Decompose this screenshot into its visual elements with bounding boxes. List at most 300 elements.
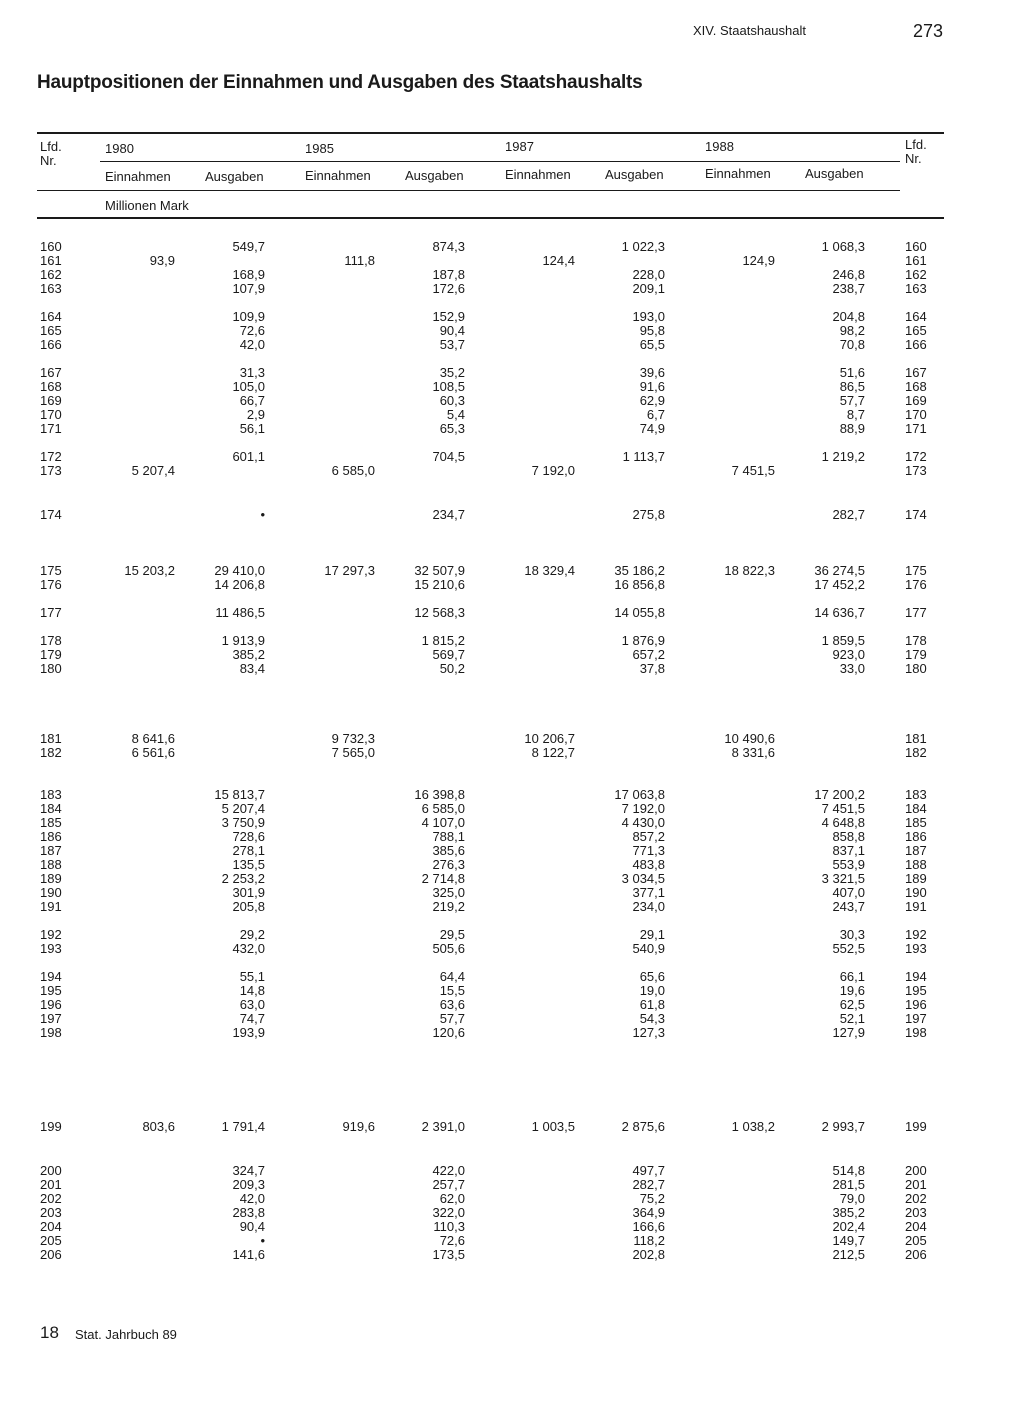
ausgaben-cell: 728,6: [232, 829, 265, 844]
ausgaben-cell: 152,9: [432, 309, 465, 324]
table-row: [0, 366, 1024, 380]
einnahmen-cell: 124,9: [742, 253, 775, 268]
row-number-right: 174: [905, 507, 927, 522]
ausgaben-cell: 377,1: [632, 885, 665, 900]
row-number-right: 185: [905, 815, 927, 830]
row-number: 203: [40, 1205, 62, 1220]
ausgaben-cell: 246,8: [832, 267, 865, 282]
year-1987: 1987: [505, 139, 534, 154]
einnahmen-cell: 18 329,4: [524, 563, 575, 578]
row-number: 195: [40, 983, 62, 998]
table-row: [0, 872, 1024, 886]
table-row: [0, 380, 1024, 394]
ausgaben-cell: 193,0: [632, 309, 665, 324]
ausgaben-cell: 141,6: [232, 1247, 265, 1262]
ausgaben-cell: 257,7: [432, 1177, 465, 1192]
row-number-right: 204: [905, 1219, 927, 1234]
einnahmen-cell: 1 038,2: [731, 1119, 775, 1134]
ausgaben-cell: 325,0: [432, 885, 465, 900]
row-number-right: 188: [905, 857, 927, 872]
ausgaben-cell: 65,3: [439, 421, 465, 436]
row-number-right: 166: [905, 337, 927, 352]
sub-einnahmen-1985: Einnahmen: [305, 168, 371, 183]
table-row: [0, 1234, 1024, 1248]
ausgaben-cell: 118,2: [633, 1233, 665, 1248]
row-number-right: 164: [905, 309, 927, 324]
ausgaben-cell: 202,4: [832, 1219, 865, 1234]
row-number: 160: [40, 239, 62, 254]
ausgaben-cell: 74,7: [239, 1011, 265, 1026]
row-number: 176: [40, 577, 62, 592]
ausgaben-cell: 53,7: [439, 337, 465, 352]
ausgaben-cell: 90,4: [439, 323, 465, 338]
ausgaben-cell: 90,4: [239, 1219, 265, 1234]
ausgaben-cell: 11 486,5: [215, 605, 265, 620]
ausgaben-cell: 1 022,3: [621, 239, 665, 254]
header-nr-right: Nr.: [905, 151, 922, 166]
ausgaben-cell: 432,0: [232, 941, 265, 956]
ausgaben-cell: 14 636,7: [814, 605, 865, 620]
ausgaben-cell: 497,7: [632, 1163, 665, 1178]
ausgaben-cell: 70,8: [839, 337, 865, 352]
sub-ausgaben-1980: Ausgaben: [205, 169, 264, 184]
ausgaben-cell: 14 206,8: [214, 577, 265, 592]
einnahmen-cell: 9 732,3: [331, 731, 375, 746]
ausgaben-cell: 2 253,2: [221, 871, 265, 886]
ausgaben-cell: 37,8: [639, 661, 665, 676]
ausgaben-cell: 39,6: [639, 365, 665, 380]
ausgaben-cell: 205,8: [232, 899, 265, 914]
einnahmen-cell: 18 822,3: [724, 563, 775, 578]
table-row: [0, 324, 1024, 338]
ausgaben-cell: 2 993,7: [821, 1119, 865, 1134]
row-number-right: 162: [905, 267, 927, 282]
sub-einnahmen-1987: Einnahmen: [505, 167, 571, 182]
einnahmen-cell: 93,9: [149, 253, 175, 268]
row-number: 181: [40, 731, 62, 746]
table-row: [0, 606, 1024, 620]
ausgaben-cell: 61,8: [639, 997, 665, 1012]
ausgaben-cell: 65,6: [639, 969, 665, 984]
year-1988: 1988: [705, 139, 734, 154]
table-row: [0, 1192, 1024, 1206]
row-number-right: 163: [905, 281, 927, 296]
einnahmen-cell: 7 451,5: [731, 463, 775, 478]
row-number: 173: [40, 463, 62, 478]
ausgaben-cell: 209,3: [232, 1177, 265, 1192]
einnahmen-cell: 803,6: [142, 1119, 175, 1134]
table-row: [0, 984, 1024, 998]
ausgaben-cell: •: [260, 1233, 265, 1248]
row-number-right: 168: [905, 379, 927, 394]
ausgaben-cell: 552,5: [832, 941, 865, 956]
ausgaben-cell: 109,9: [232, 309, 265, 324]
ausgaben-cell: 36 274,5: [814, 563, 865, 578]
row-number: 204: [40, 1219, 62, 1234]
sub-einnahmen-1980: Einnahmen: [105, 169, 171, 184]
table-row: [0, 338, 1024, 352]
table-row: [0, 662, 1024, 676]
ausgaben-cell: 72,6: [239, 323, 265, 338]
table-row: [0, 508, 1024, 522]
ausgaben-cell: 91,6: [639, 379, 665, 394]
row-number: 182: [40, 745, 62, 760]
ausgaben-cell: 19,0: [639, 983, 665, 998]
ausgaben-cell: 33,0: [839, 661, 865, 676]
ausgaben-cell: 14 055,8: [614, 605, 665, 620]
row-number-right: 203: [905, 1205, 927, 1220]
ausgaben-cell: 88,9: [839, 421, 865, 436]
table-row: [0, 464, 1024, 478]
einnahmen-cell: 7 565,0: [331, 745, 375, 760]
sub-ausgaben-1987: Ausgaben: [605, 167, 664, 182]
row-number: 179: [40, 647, 62, 662]
ausgaben-cell: 16 856,8: [614, 577, 665, 592]
row-number: 206: [40, 1247, 62, 1262]
ausgaben-cell: 7 192,0: [621, 801, 665, 816]
ausgaben-cell: 1 876,9: [621, 633, 665, 648]
row-number-right: 177: [905, 605, 927, 620]
ausgaben-cell: 278,1: [232, 843, 265, 858]
row-number: 163: [40, 281, 62, 296]
row-number-right: 161: [905, 253, 927, 268]
ausgaben-cell: 6,7: [646, 407, 665, 422]
row-number-right: 183: [905, 787, 927, 802]
ausgaben-cell: 209,1: [632, 281, 665, 296]
ausgaben-cell: 29,1: [639, 927, 665, 942]
ausgaben-cell: 83,4: [239, 661, 265, 676]
ausgaben-cell: 57,7: [439, 1011, 465, 1026]
ausgaben-cell: 282,7: [832, 507, 865, 522]
ausgaben-cell: 187,8: [432, 267, 465, 282]
ausgaben-cell: 657,2: [632, 647, 665, 662]
table-row: [0, 310, 1024, 324]
ausgaben-cell: 4 107,0: [421, 815, 465, 830]
row-number-right: 195: [905, 983, 927, 998]
ausgaben-cell: 837,1: [832, 843, 865, 858]
row-number-right: 189: [905, 871, 927, 886]
row-number-right: 171: [905, 421, 927, 436]
ausgaben-cell: 107,9: [232, 281, 265, 296]
table-row: [0, 254, 1024, 268]
ausgaben-cell: 234,0: [632, 899, 665, 914]
ausgaben-cell: 422,0: [432, 1163, 465, 1178]
ausgaben-cell: 569,7: [432, 647, 465, 662]
ausgaben-cell: 281,5: [832, 1177, 865, 1192]
ausgaben-cell: 704,5: [432, 449, 465, 464]
ausgaben-cell: 98,2: [839, 323, 865, 338]
ausgaben-cell: 110,3: [433, 1219, 465, 1234]
ausgaben-cell: 3 750,9: [221, 815, 265, 830]
row-number-right: 202: [905, 1191, 927, 1206]
table-row: [0, 268, 1024, 282]
ausgaben-cell: 16 398,8: [414, 787, 465, 802]
row-number-right: 182: [905, 745, 927, 760]
ausgaben-cell: 364,9: [632, 1205, 665, 1220]
unit-label: Millionen Mark: [105, 198, 189, 213]
ausgaben-cell: 4 430,0: [621, 815, 665, 830]
ausgaben-cell: 55,1: [239, 969, 265, 984]
table-row: [0, 648, 1024, 662]
year-1985: 1985: [305, 141, 334, 156]
table-row: [0, 858, 1024, 872]
einnahmen-cell: 1 003,5: [531, 1119, 575, 1134]
top-rule: [37, 132, 944, 134]
row-number-right: 198: [905, 1025, 927, 1040]
table-row: [0, 802, 1024, 816]
table-row: [0, 578, 1024, 592]
row-number: 165: [40, 323, 62, 338]
ausgaben-cell: 243,7: [832, 899, 865, 914]
row-number-right: 175: [905, 563, 927, 578]
row-number-right: 206: [905, 1247, 927, 1262]
ausgaben-cell: 29,2: [239, 927, 265, 942]
header-nr-left: Nr.: [40, 153, 57, 168]
row-number: 166: [40, 337, 62, 352]
row-number-right: 193: [905, 941, 927, 956]
ausgaben-cell: 63,6: [439, 997, 465, 1012]
row-number: 197: [40, 1011, 62, 1026]
ausgaben-cell: 5,4: [446, 407, 465, 422]
ausgaben-cell: 322,0: [432, 1205, 465, 1220]
ausgaben-cell: 858,8: [832, 829, 865, 844]
row-number: 186: [40, 829, 62, 844]
row-number-right: 201: [905, 1177, 927, 1192]
table-row: [0, 422, 1024, 436]
row-number: 172: [40, 449, 62, 464]
row-number-right: 172: [905, 449, 927, 464]
row-number: 169: [40, 393, 62, 408]
header-lfd-left: Lfd.: [40, 139, 62, 154]
row-number-right: 205: [905, 1233, 927, 1248]
row-number: 184: [40, 801, 62, 816]
ausgaben-cell: 923,0: [832, 647, 865, 662]
ausgaben-cell: 5 207,4: [221, 801, 265, 816]
ausgaben-cell: 79,0: [839, 1191, 865, 1206]
ausgaben-cell: 75,2: [639, 1191, 665, 1206]
ausgaben-cell: 1 791,4: [221, 1119, 265, 1134]
row-number-right: 167: [905, 365, 927, 380]
row-number-right: 199: [905, 1119, 927, 1134]
ausgaben-cell: 86,5: [839, 379, 865, 394]
row-number-right: 184: [905, 801, 927, 816]
einnahmen-cell: 919,6: [342, 1119, 375, 1134]
row-number-right: 169: [905, 393, 927, 408]
einnahmen-cell: 8 641,6: [131, 731, 175, 746]
ausgaben-cell: 74,9: [639, 421, 665, 436]
row-number: 201: [40, 1177, 62, 1192]
ausgaben-cell: 54,3: [639, 1011, 665, 1026]
ausgaben-cell: 66,1: [839, 969, 865, 984]
ausgaben-cell: 173,5: [432, 1247, 465, 1262]
table-row: [0, 928, 1024, 942]
einnahmen-cell: 5 207,4: [131, 463, 175, 478]
ausgaben-cell: 3 034,5: [621, 871, 665, 886]
row-number: 188: [40, 857, 62, 872]
row-number: 191: [40, 899, 62, 914]
ausgaben-cell: 514,8: [832, 1163, 865, 1178]
ausgaben-cell: 202,8: [632, 1247, 665, 1262]
table-row: [0, 394, 1024, 408]
ausgaben-cell: 29,5: [439, 927, 465, 942]
row-number: 175: [40, 563, 62, 578]
ausgaben-cell: 52,1: [839, 1011, 865, 1026]
table-row: [0, 746, 1024, 760]
ausgaben-cell: 193,9: [232, 1025, 265, 1040]
row-number: 177: [40, 605, 62, 620]
ausgaben-cell: 149,7: [832, 1233, 865, 1248]
row-number-right: 186: [905, 829, 927, 844]
ausgaben-cell: 57,7: [839, 393, 865, 408]
row-number: 167: [40, 365, 62, 380]
ausgaben-cell: 72,6: [439, 1233, 465, 1248]
ausgaben-cell: 238,7: [832, 281, 865, 296]
table-row: [0, 970, 1024, 984]
table-row: [0, 788, 1024, 802]
ausgaben-cell: 204,8: [832, 309, 865, 324]
ausgaben-cell: 17 452,2: [814, 577, 865, 592]
ausgaben-cell: 42,0: [239, 1191, 265, 1206]
row-number: 193: [40, 941, 62, 956]
sub-ausgaben-1985: Ausgaben: [405, 168, 464, 183]
ausgaben-cell: 63,0: [239, 997, 265, 1012]
row-number: 161: [40, 253, 62, 268]
row-number: 183: [40, 787, 62, 802]
table-row: [0, 732, 1024, 746]
ausgaben-cell: 62,9: [639, 393, 665, 408]
row-number: 205: [40, 1233, 62, 1248]
year-rule: [100, 161, 900, 162]
ausgaben-cell: 1 219,2: [821, 449, 865, 464]
row-number-right: 192: [905, 927, 927, 942]
ausgaben-cell: 3 321,5: [821, 871, 865, 886]
ausgaben-cell: 601,1: [232, 449, 265, 464]
ausgaben-cell: 2,9: [246, 407, 265, 422]
header-bottom-rule: [37, 217, 944, 219]
footer-page-number: 18: [40, 1323, 59, 1342]
table-row: [0, 886, 1024, 900]
row-number-right: 176: [905, 577, 927, 592]
row-number-right: 200: [905, 1163, 927, 1178]
ausgaben-cell: 4 648,8: [821, 815, 865, 830]
row-number-right: 187: [905, 843, 927, 858]
row-number: 180: [40, 661, 62, 676]
table-row: [0, 1164, 1024, 1178]
table-row: [0, 942, 1024, 956]
table-row: [0, 408, 1024, 422]
row-number: 189: [40, 871, 62, 886]
table-row: [0, 634, 1024, 648]
ausgaben-cell: 31,3: [239, 365, 265, 380]
ausgaben-cell: 1 913,9: [221, 633, 265, 648]
ausgaben-cell: 62,5: [839, 997, 865, 1012]
einnahmen-cell: 8 331,6: [731, 745, 775, 760]
ausgaben-cell: 30,3: [839, 927, 865, 942]
ausgaben-cell: 35 186,2: [614, 563, 665, 578]
row-number: 171: [40, 421, 62, 436]
ausgaben-cell: 407,0: [832, 885, 865, 900]
row-number: 202: [40, 1191, 62, 1206]
ausgaben-cell: 771,3: [632, 843, 665, 858]
ausgaben-cell: 857,2: [632, 829, 665, 844]
einnahmen-cell: 111,8: [344, 253, 375, 268]
einnahmen-cell: 7 192,0: [531, 463, 575, 478]
einnahmen-cell: 6 585,0: [331, 463, 375, 478]
ausgaben-cell: 50,2: [439, 661, 465, 676]
ausgaben-cell: 483,8: [632, 857, 665, 872]
ausgaben-cell: 17 063,8: [614, 787, 665, 802]
row-number-right: 170: [905, 407, 927, 422]
einnahmen-cell: 10 490,6: [724, 731, 775, 746]
row-number: 198: [40, 1025, 62, 1040]
table-row: [0, 1026, 1024, 1040]
ausgaben-cell: 120,6: [432, 1025, 465, 1040]
ausgaben-cell: 12 568,3: [414, 605, 465, 620]
ausgaben-cell: 166,6: [632, 1219, 665, 1234]
year-1980: 1980: [105, 141, 134, 156]
row-number-right: 194: [905, 969, 927, 984]
ausgaben-cell: 228,0: [632, 267, 665, 282]
ausgaben-cell: 62,0: [439, 1191, 465, 1206]
row-number-right: 165: [905, 323, 927, 338]
row-number: 164: [40, 309, 62, 324]
ausgaben-cell: 105,0: [232, 379, 265, 394]
ausgaben-cell: 1 815,2: [421, 633, 465, 648]
ausgaben-cell: 553,9: [832, 857, 865, 872]
ausgaben-cell: 283,8: [232, 1205, 265, 1220]
table-row: [0, 1012, 1024, 1026]
row-number: 170: [40, 407, 62, 422]
ausgaben-cell: 168,9: [232, 267, 265, 282]
ausgaben-cell: 42,0: [239, 337, 265, 352]
row-number: 187: [40, 843, 62, 858]
ausgaben-cell: 1 113,7: [622, 449, 665, 464]
ausgaben-cell: 19,6: [839, 983, 865, 998]
sub-ausgaben-1988: Ausgaben: [805, 166, 864, 181]
ausgaben-cell: 29 410,0: [214, 563, 265, 578]
ausgaben-cell: 6 585,0: [421, 801, 465, 816]
ausgaben-cell: 2 714,8: [421, 871, 465, 886]
row-number: 196: [40, 997, 62, 1012]
ausgaben-cell: 385,2: [232, 647, 265, 662]
ausgaben-cell: 1 068,3: [821, 239, 865, 254]
header-lfd-right: Lfd.: [905, 137, 927, 152]
ausgaben-cell: 51,6: [839, 365, 865, 380]
table-row: [0, 816, 1024, 830]
ausgaben-cell: 549,7: [232, 239, 265, 254]
row-number-right: 197: [905, 1011, 927, 1026]
ausgaben-cell: 64,4: [439, 969, 465, 984]
row-number: 199: [40, 1119, 62, 1134]
table-row: [0, 1178, 1024, 1192]
row-number-right: 181: [905, 731, 927, 746]
row-number-right: 178: [905, 633, 927, 648]
ausgaben-cell: 505,6: [432, 941, 465, 956]
ausgaben-cell: 56,1: [239, 421, 265, 436]
ausgaben-cell: 14,8: [239, 983, 265, 998]
einnahmen-cell: 124,4: [542, 253, 575, 268]
row-number: 185: [40, 815, 62, 830]
ausgaben-cell: 275,8: [632, 507, 665, 522]
ausgaben-cell: 301,9: [232, 885, 265, 900]
row-number-right: 179: [905, 647, 927, 662]
ausgaben-cell: 32 507,9: [414, 563, 465, 578]
ausgaben-cell: 1 859,5: [821, 633, 865, 648]
row-number: 200: [40, 1163, 62, 1178]
table-row: [0, 900, 1024, 914]
ausgaben-cell: 788,1: [432, 829, 465, 844]
table-row: [0, 1120, 1024, 1134]
